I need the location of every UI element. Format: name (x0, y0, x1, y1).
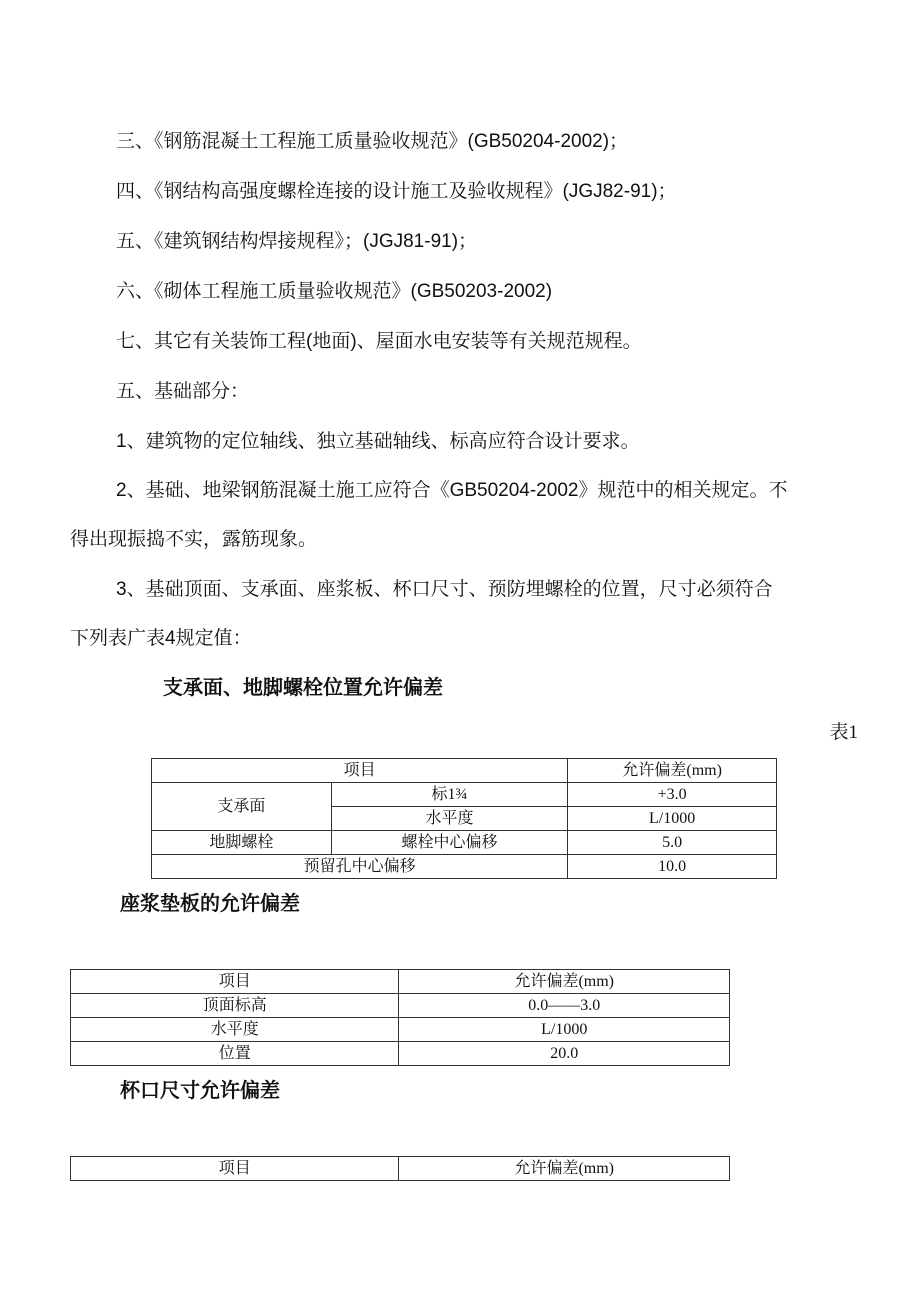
table-header-cell: 项目 (152, 759, 568, 783)
paragraph-standard-7: 七、其它有关装饰工程(地面)、屋面水电安装等有关规范规程。 (116, 331, 642, 352)
table-cell: 0.0——3.0 (399, 994, 730, 1018)
table1-heading: 支承面、地脚螺栓位置允许偏差 (163, 677, 443, 699)
table-cell: 20.0 (399, 1042, 730, 1066)
table-cell: 10.0 (568, 855, 777, 879)
table-header-cell: 允许偏差(mm) (568, 759, 777, 783)
paragraph-standard-4: 四、《钢结构高强度螺栓连接的设计施工及验收规程》(JGJ82-91)； (116, 181, 677, 202)
paragraph-item-3-cont: 下列表广表4规定值： (70, 628, 252, 649)
table-header-cell: 允许偏差(mm) (399, 1157, 730, 1181)
table-cell: 水平度 (71, 1018, 399, 1042)
table3-heading: 杯口尺寸允许偏差 (120, 1080, 280, 1102)
table-cell: 顶面标高 (71, 994, 399, 1018)
table-cell: 5.0 (568, 831, 777, 855)
table3 (70, 1156, 730, 1181)
table-cell: 水平度 (331, 807, 568, 831)
table-header-cell: 项目 (71, 970, 399, 994)
table1-tag: 表1 (829, 722, 858, 743)
table-cell: 螺栓中心偏移 (331, 831, 568, 855)
section-heading-foundation: 五、基础部分： (116, 381, 250, 402)
table-cell: +3.0 (568, 783, 777, 807)
table-cell: L/1000 (568, 807, 777, 831)
paragraph-standard-3: 三、《钢筋混凝土工程施工质量验收规范》(GB50204-2002)； (116, 131, 629, 152)
table-cell: L/1000 (399, 1018, 730, 1042)
paragraph-standard-6: 六、《砌体工程施工质量验收规范》(GB50203-2002) (116, 281, 553, 302)
table-header-cell: 项目 (71, 1157, 399, 1181)
paragraph-standard-5: 五、《建筑钢结构焊接规程》；(JGJ81-91)； (116, 231, 478, 252)
paragraph-item-2: 2、基础、地梁钢筋混凝土施工应符合《GB50204-2002》规范中的相关规定。不 (116, 480, 788, 501)
table2-heading: 座浆垫板的允许偏差 (120, 893, 300, 915)
table-cell: 预留孔中心偏移 (152, 855, 568, 879)
table-group-cell: 地脚螺栓 (152, 831, 332, 855)
table-group-cell: 支承面 (152, 783, 332, 831)
table-cell: 标1¾ (331, 783, 568, 807)
paragraph-item-3: 3、基础顶面、支承面、座浆板、杯口尺寸、预防埋螺栓的位置，尺寸必须符合 (116, 579, 773, 600)
table-header-cell: 允许偏差(mm) (399, 970, 730, 994)
table-row (71, 1157, 730, 1181)
paragraph-item-1: 1、建筑物的定位轴线、独立基础轴线、标高应符合设计要求。 (116, 431, 640, 452)
table-cell: 位置 (71, 1042, 399, 1066)
paragraph-item-2-cont: 得出现振捣不实，露筋现象。 (70, 529, 318, 550)
